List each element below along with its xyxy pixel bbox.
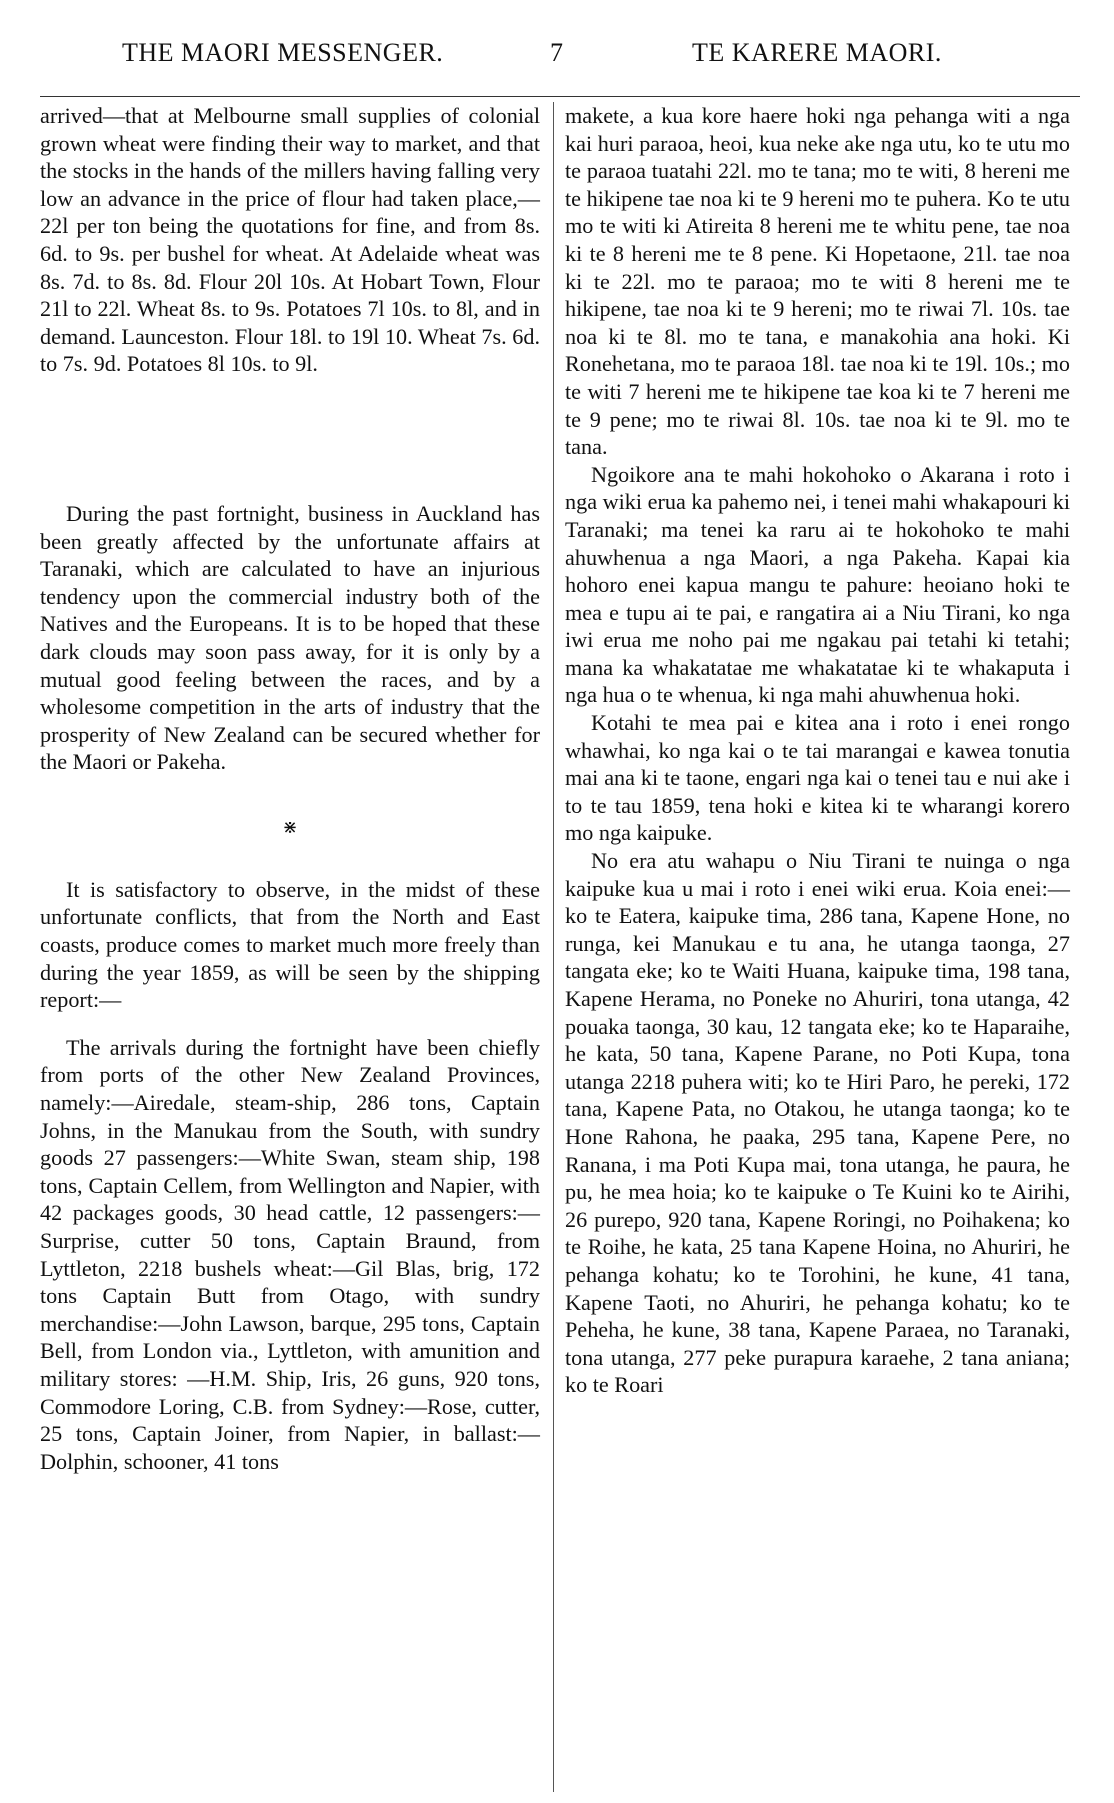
page-header [40, 38, 1080, 78]
column-divider [553, 102, 554, 1792]
market-prices-paragraph: arrived—that at Melbourne small supplies of colonial grown wheat were finding their way to market, and that the stocks in the hands of the millers having falling very low an advance in the price of flour had taken place,—22l per ton being the quotations for fine, and from 8s. 6d. to 9s. per bushel for wheat. At Adelaide wheat was 8s. 7d. to 8s. 8d. Flour 20l 10s. At Hobart Town, Flour 21l to 22l. Wheat 8s. to 9s. Potatoes 7l 10s. to 8l, and in demand. Launceston. Flour 18l. to 19l 10. Wheat 7s. 6d. to 7s. 9d. Potatoes 8l 10s. to 9l. [40, 103, 540, 377]
auckland-business-paragraph: During the past fortnight, business in Auckland has been greatly affected by the unfortunate affairs at Taranaki, which are calculated to have an injurious tendency upon the commercial industry both of the Natives and the Europeans. It is to be hoped that these dark clouds may soon pass away, for it is only by a mutual good feeling between the races, and by a wholesome competition in the arts of industry that the prosperity of New Zealand can be secured whether for the Maori or Pakeha. [40, 500, 540, 775]
section-ornament: ⋇ [282, 816, 298, 837]
rongo-whawhai-paragraph: Kotahi te mea pai e kitea ana i roto i enei rongo whawhai, ko nga kai o te tai marangai e kawea tonutia mai ana ki te taone, engari nga kai o tenei tau e nui ake i to te tau 1859, tena hoki e kitea ki te wharangi korero mo nga kaipuke. [565, 710, 1070, 846]
kaipuke-paragraph: No era atu wahapu o Niu Tirani te nuinga o nga kaipuke kua u mai i roto i enei wiki erua. Koia enei:—ko te Eatera, kaipuke tima, 286 tana, Kapene Hone, no runga, kei Manukau e tu ana, he utanga taonga, 27 tangata eke; ko te Waiti Huana, kaipuke tima, 198 tana, Kapene Herama, no Poneke no Ahuriri, tona utanga, 42 pouaka taonga, 30 kau, 12 tangata eke; ko te Haparaihe, he kata, 50 tana, Kapene Parane, no Poti Kupa, tona utanga 2218 puhera witi; ko te Hiri Paro, he pereki, 172 tana, Kapene Pata, no Otakou, he utanga taonga; ko te Hone Rahona, he paaka, 295 tana, Kapene Pere, no Ranana, i ma Poti Kupa mai, tona utanga, he paura, he pu, he mea hoia; ko te kaipuke o Te Kuini ko te Airihi, 26 purepo, 920 tana, Kapene Roringi, no Poihakena; ko te Roihe, he kata, 25 tana Kapene Hoina, no Ahuriri, he pehanga kohatu; ko te Torohini, he kune, 41 tana, Kapene Taoti, no Ahuriri, he pehanga kohatu; ko te Peheha, he kune, 38 tana, Kapene Paraea, no Taranaki, tona utanga, 277 peke purapura karaehe, 2 tana aniana; ko te Roari [565, 848, 1070, 1398]
maori-column [565, 102, 1070, 1399]
english-column [40, 102, 540, 1475]
shipping-arrivals-paragraph: The arrivals during the fortnight have been chiefly from ports of the other New Zealand Provinces, namely:—Airedale, steam-ship, 286 tons, Captain Johns, in the Manukau from the South, with sundry goods 27 passengers:—White Swan, steam ship, 198 tons, Captain Cellem, from Wellington and Napier, with 42 packages goods, 30 head cattle, 12 passengers:—Surprise, cutter 50 tons, Captain Braund, from Lyttleton, 2218 bushels wheat:—Gil Blas, brig, 172 tons Captain Butt from Otago, with sundry merchandise:—John Lawson, barque, 295 tons, Captain Bell, from London via., Lyttleton, with amunition and military stores: —H.M. Ship, Iris, 26 guns, 920 tons, Commodore Loring, C.B. from Sydney:—Rose, cutter, 25 tons, Captain Joiner, from Napier, in ballast:—Dolphin, schooner, 41 tons [40, 1034, 540, 1474]
page-number: 7 [550, 38, 564, 67]
utu-paragraph: makete, a kua kore haere hoki nga pehanga witi a nga kai huri paraoa, heoi, kua neke ake nga utu, ko te utu mo te paraoa tuatahi 22l. mo te tana; mo te witi, 8 hereni me te hikipene tae noa ki te 9 hereni mo te puhera. Ko te utu mo te witi ki Atireita 8 hereni me te whitu pene, tae noa ki te 8 hereni me te 8 pene. Ki Hopetaone, 21l. tae noa ki te 22l. mo te paraoa; mo te witi 8 hereni me te hikipene, tae noa ki te 9 hereni; mo te riwai 7l. 10s. tae noa ki te 8l. mo te tana, e manakohia ana hoki. Ki Ronehetana, mo te paraoa 18l. tae noa ki te 19l. 10s.; mo te witi 7 hereni me te hikipene tae koa ki te 7 hereni me te 9 pene; mo te riwai 8l. 10s. tae noa ki te 9l. mo te tana. [565, 103, 1070, 460]
header-maori-title: TE KARERE MAORI. [692, 38, 942, 67]
header-english-title: THE MAORI MESSENGER. [122, 38, 444, 67]
produce-paragraph: It is satisfactory to observe, in the midst of these unfortunate conflicts, that from the North and East coasts, produce comes to market much more freely than during the year 1859, as will be seen by the shipping report:— [40, 876, 540, 1013]
header-rule [40, 96, 1080, 97]
hokohoko-paragraph: Ngoikore ana te mahi hokohoko o Akarana i roto i nga wiki erua ka pahemo nei, i tenei mahi whakapouri ki Taranaki; ma tenei ka raru ai te hokohoko te mahi ahuwhenua a nga Maori, a nga Pakeha. Kapai kia hohoro enei kapua mangu te pahure: heoiano hoki te mea e tupu ai te pai, e rangatira ai a Niu Tirani, ko nga iwi erua me noho pai me ngakau pai tetahi ki tetahi; mana ka whakatatae me whakatatae ki te whakaputa i nga hua o te whenua, ki nga mahi ahuwhenua hoki. [565, 461, 1070, 708]
